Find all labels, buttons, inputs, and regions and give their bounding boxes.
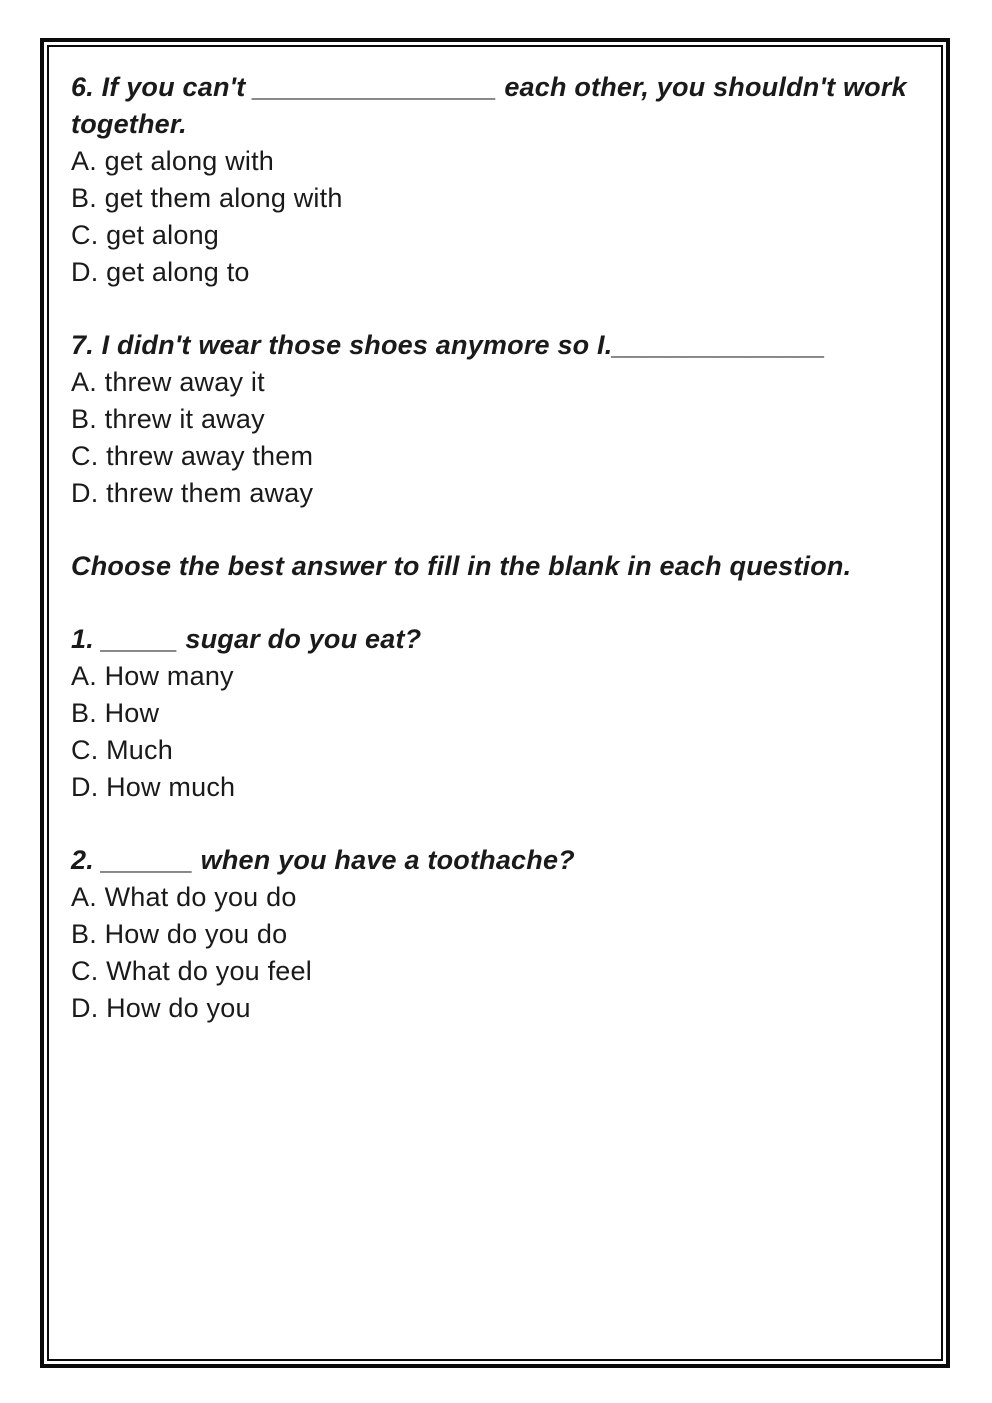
answer-option: A. What do you do — [71, 882, 297, 912]
answer-option: B. get them along with — [71, 183, 343, 213]
question-6 — [71, 69, 919, 291]
answer-option: D. get along to — [71, 257, 250, 287]
question-prompt: 6. If you can't ________________ each other, you shouldn't work together. — [71, 72, 907, 139]
worksheet-content — [61, 61, 929, 1347]
page-border-outer — [40, 38, 950, 1368]
question-1 — [71, 621, 919, 806]
question-7 — [71, 327, 919, 512]
answer-option: B. How do you do — [71, 919, 288, 949]
answer-option: A. threw away it — [71, 367, 265, 397]
question-prompt: 7. I didn't wear those shoes anymore so I.______________ — [71, 330, 826, 360]
section-heading: Choose the best answer to fill in the blank in each question. — [71, 551, 852, 581]
page-border-inner — [47, 45, 943, 1361]
answer-option: B. How — [71, 698, 160, 728]
question-2 — [71, 842, 919, 1027]
question-prompt: 1. _____ sugar do you eat? — [71, 624, 422, 654]
answer-option: A. How many — [71, 661, 234, 691]
answer-option: D. threw them away — [71, 478, 314, 508]
answer-option: A. get along with — [71, 146, 275, 176]
answer-option: C. get along — [71, 220, 219, 250]
answer-option: C. What do you feel — [71, 956, 312, 986]
answer-option: C. threw away them — [71, 441, 314, 471]
question-prompt: 2. ______ when you have a toothache? — [71, 845, 575, 875]
answer-option: B. threw it away — [71, 404, 265, 434]
answer-option: D. How do you — [71, 993, 251, 1023]
answer-option: C. Much — [71, 735, 173, 765]
answer-option: D. How much — [71, 772, 236, 802]
